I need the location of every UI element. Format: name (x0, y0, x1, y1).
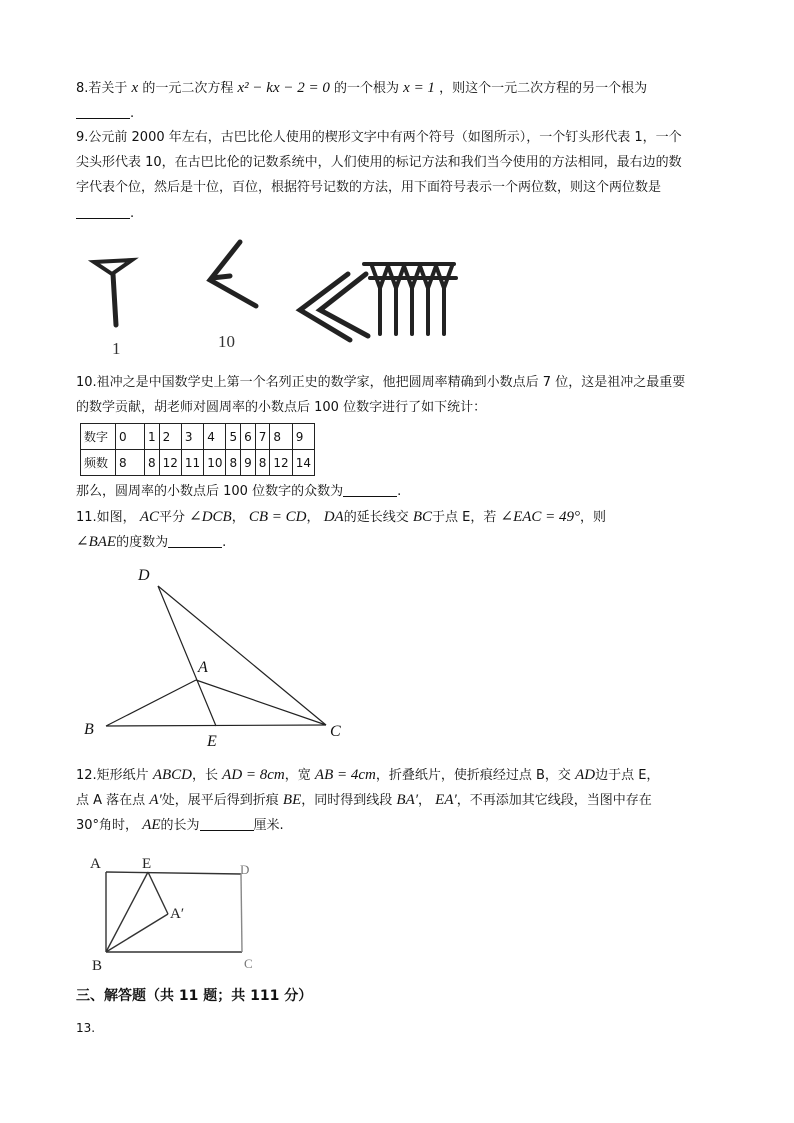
q11-line2: ∠BAE的度数为 . (76, 534, 227, 550)
label-E: E (207, 733, 217, 750)
table-cell: 11 (181, 450, 203, 476)
answer-blank[interactable] (76, 104, 130, 119)
triangle-figure (80, 560, 360, 752)
segment-BC (106, 725, 326, 726)
q12-line3: 30°角时， AE的长为 厘米. (76, 817, 284, 833)
segment-DE (158, 586, 216, 726)
label-D: D (138, 567, 150, 584)
cuneiform-figure (80, 230, 480, 360)
label-C: C (244, 956, 253, 971)
q9-line1: 9.公元前 2000 年左右，古巴比伦人使用的楔形文字中有两个符号（如图所示），一个钉头形代表 1，一个 (76, 130, 682, 145)
table-cell: 14 (292, 450, 314, 476)
label-A: A (198, 659, 208, 676)
q9-line2: 尖头形代表 10，在古巴比伦的记数系统中，人们使用的标记方法和我们当今使用的方法相同，最右边的数 (76, 155, 682, 170)
table-cell: 3 (181, 424, 203, 450)
label-C: C (330, 723, 341, 740)
segment-EA-prime (148, 872, 168, 914)
table-cell: 0 (116, 424, 145, 450)
label-B: B (92, 958, 103, 974)
answer-blank[interactable] (200, 816, 254, 831)
segment-DC (158, 586, 326, 725)
q10-line1: 10.祖冲之是中国数学史上第一个名列正史的数学家，他把圆周率精确到小数点后 7 位，这是祖冲之最重要 (76, 375, 686, 390)
q8-var-x: x (131, 80, 139, 96)
side-DC (241, 874, 242, 952)
table-cell: 频数 (81, 450, 116, 476)
q10-after: 那么，圆周率的小数点后 100 位数字的众数为 . (76, 484, 402, 499)
q8-line2: . (76, 104, 134, 124)
table-cell: 7 (255, 424, 270, 450)
q9-line4: . (76, 204, 134, 224)
table-cell: 10 (204, 450, 226, 476)
table-cell: 4 (204, 424, 226, 450)
q8-line1: 8.若关于 x 的一元二次方程 x² − kx − 2 = 0 的一个根为 x = 1 ，则这个一元二次方程的另一个根为 (76, 80, 648, 96)
segment-AC (196, 680, 326, 725)
crease-BE (106, 872, 148, 952)
answer-blank[interactable] (168, 533, 222, 548)
label-A-prime: A′ (170, 906, 185, 922)
q8-root: x = 1 (403, 80, 435, 96)
answer-blank[interactable] (343, 482, 397, 497)
digit-frequency-table (80, 423, 315, 476)
q11-line1: 11.如图， AC平分 ∠DCB， CB = CD， DA的延长线交 BC于点 E，若 ∠EAC = 49°，则 (76, 509, 607, 525)
table-cell: 8 (255, 450, 270, 476)
table-cell: 8 (226, 450, 241, 476)
label-A: A (90, 856, 101, 872)
table-cell: 8 (270, 424, 292, 450)
q12-line2: 点 A 落在点 A′处，展平后得到折痕 BE，同时得到线段 BA′， EA′，不再添加其它线段，当图中存在 (76, 792, 652, 808)
table-cell: 1 (145, 424, 160, 450)
section-heading: 三、解答题（共 11 题；共 111 分） (76, 988, 313, 1004)
table-row (81, 450, 315, 476)
side-AD (106, 872, 241, 874)
wedge-symbol-10 (210, 242, 256, 306)
rectangle-fold-figure (86, 852, 266, 976)
table-cell: 6 (241, 424, 256, 450)
q13-label: 13. (76, 1021, 96, 1035)
segment-BA (106, 680, 196, 726)
table-cell: 12 (159, 450, 181, 476)
q12-line1: 12.矩形纸片 ABCD，长 AD = 8cm，宽 AB = 4cm，折叠纸片，使折痕经过点 B，交 AD边于点 E， (76, 767, 660, 783)
table-cell: 数字 (81, 424, 116, 450)
table-cell: 12 (270, 450, 292, 476)
answer-blank[interactable] (76, 204, 130, 219)
q10-line2: 的数学贡献，胡老师对圆周率的小数点后 100 位数字进行了如下统计： (76, 400, 487, 415)
nail-symbol-1 (94, 260, 132, 325)
label-1: 1 (112, 339, 121, 358)
q9-line3: 字代表个位，然后是十位，百位，根据符号记数的方法，用下面符号表示一个两位数，则这个两位数是 (76, 180, 662, 195)
table-cell: 8 (116, 450, 145, 476)
label-B: B (84, 721, 94, 738)
table-cell: 2 (159, 424, 181, 450)
table-cell: 5 (226, 424, 241, 450)
label-D: D (240, 862, 250, 877)
label-E: E (142, 856, 152, 872)
label-10: 10 (218, 332, 235, 351)
table-row (81, 424, 315, 450)
table-cell: 8 (145, 450, 160, 476)
table-cell: 9 (292, 424, 314, 450)
wedge-symbols-pair (300, 274, 368, 340)
nail-symbols-row (364, 264, 456, 334)
table-cell: 9 (241, 450, 256, 476)
q8-equation: x² − kx − 2 = 0 (237, 80, 330, 96)
